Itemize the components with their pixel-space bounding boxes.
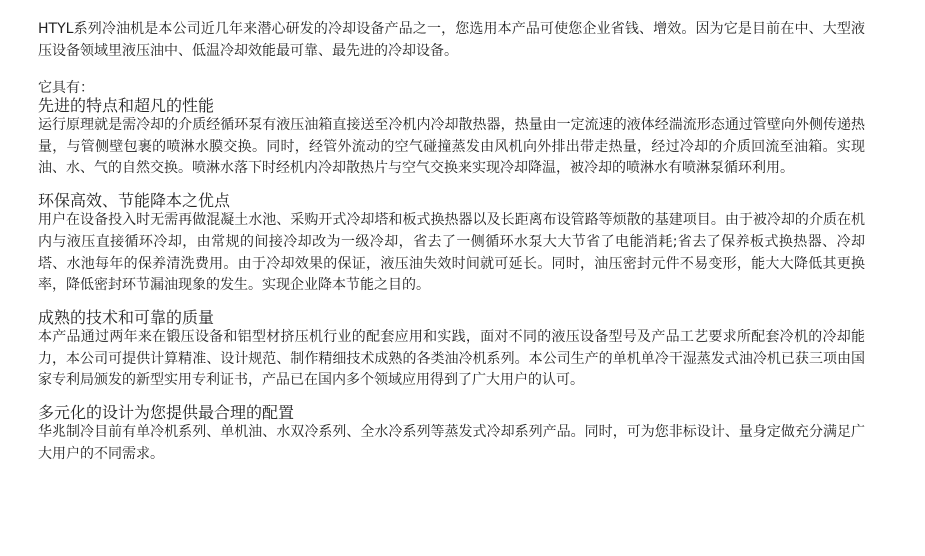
section-body-mature-technology: 本产品通过两年来在锻压设备和铝型材挤压机行业的配套应用和实践，面对不同的液压设备型号及产品工艺要求所配套冷机的冷却能力，本公司可提供计算精准、设计规范、制作精细技术成熟的各类油冷机系列。本公司生产的单机单冷干湿蒸发式油冷机已获三项由国家专利局颁发的新型实用专利证书，产品已在国内多个领域应用得到了广大用户的认可。 [38, 328, 865, 389]
section-body-advanced-features: 运行原理就是需冷却的介质经循环泵有液压油箱直接送至冷机内冷却散热器，热量由一定流速的液体经湍流形态通过管壁向外侧传递热量，与管侧壁包裹的喷淋水膜交换。同时，经管外流动的空气碰撞蒸发由风机向外排出带走热量，经过冷却的介质回流至油箱。实现油、水、气的自然交换。喷淋水落下时经机内冷却散热片与空气交换来实现冷却降温，被冷却的喷淋水有喷淋泵循环利用。 [38, 117, 865, 177]
section-advanced-features [38, 97, 865, 180]
section-title-advanced-features: 先进的特点和超凡的性能 [38, 96, 215, 115]
section-diverse-design [38, 404, 865, 465]
section-eco-efficiency [38, 192, 865, 297]
section-body-diverse-design: 华兆制冷目前有单冷机系列、单机油、水双冷系列、全水冷系列等蒸发式冷却系列产品。同时，可为您非标设计、量身定做充分满足广大用户的不同需求。 [38, 424, 865, 462]
section-body-eco-efficiency: 用户在设备投入时无需再做混凝土水池、采购开式冷却塔和板式换热器以及长距离布设管路等烦散的基建项目。由于被冷却的介质在机内与液压直接循环冷却，由常规的间接冷却改为一级冷却，省去了一侧循环水泵大大节省了电能消耗;省去了保养板式换热器、冷却塔、水池每年的保养清洗费用。由于冷却效果的保证，液压油失效时间就可延长。同时，油压密封元件不易变形，能大大降低其更换率，降低密封环节漏油现象的发生。实现企业降本节能之目的。 [38, 212, 865, 294]
features-lead-text: 它具有： [38, 80, 94, 96]
section-title-eco-efficiency: 环保高效、节能降本之优点 [38, 191, 231, 211]
section-mature-technology [38, 309, 865, 392]
intro-paragraph: HTYL系列冷油机是本公司近几年来潜心研发的冷却设备产品之一，您选用本产品可使您企业省钱、增效。因为它是目前在中、大型液压设备领域里液压油中、低温冷却效能最可靠、最先进的冷却设备。 [38, 21, 865, 59]
section-title-diverse-design: 多元化的设计为您提供最合理的配置 [38, 403, 295, 423]
section-title-mature-technology: 成熟的技术和可靠的质量 [38, 307, 215, 327]
